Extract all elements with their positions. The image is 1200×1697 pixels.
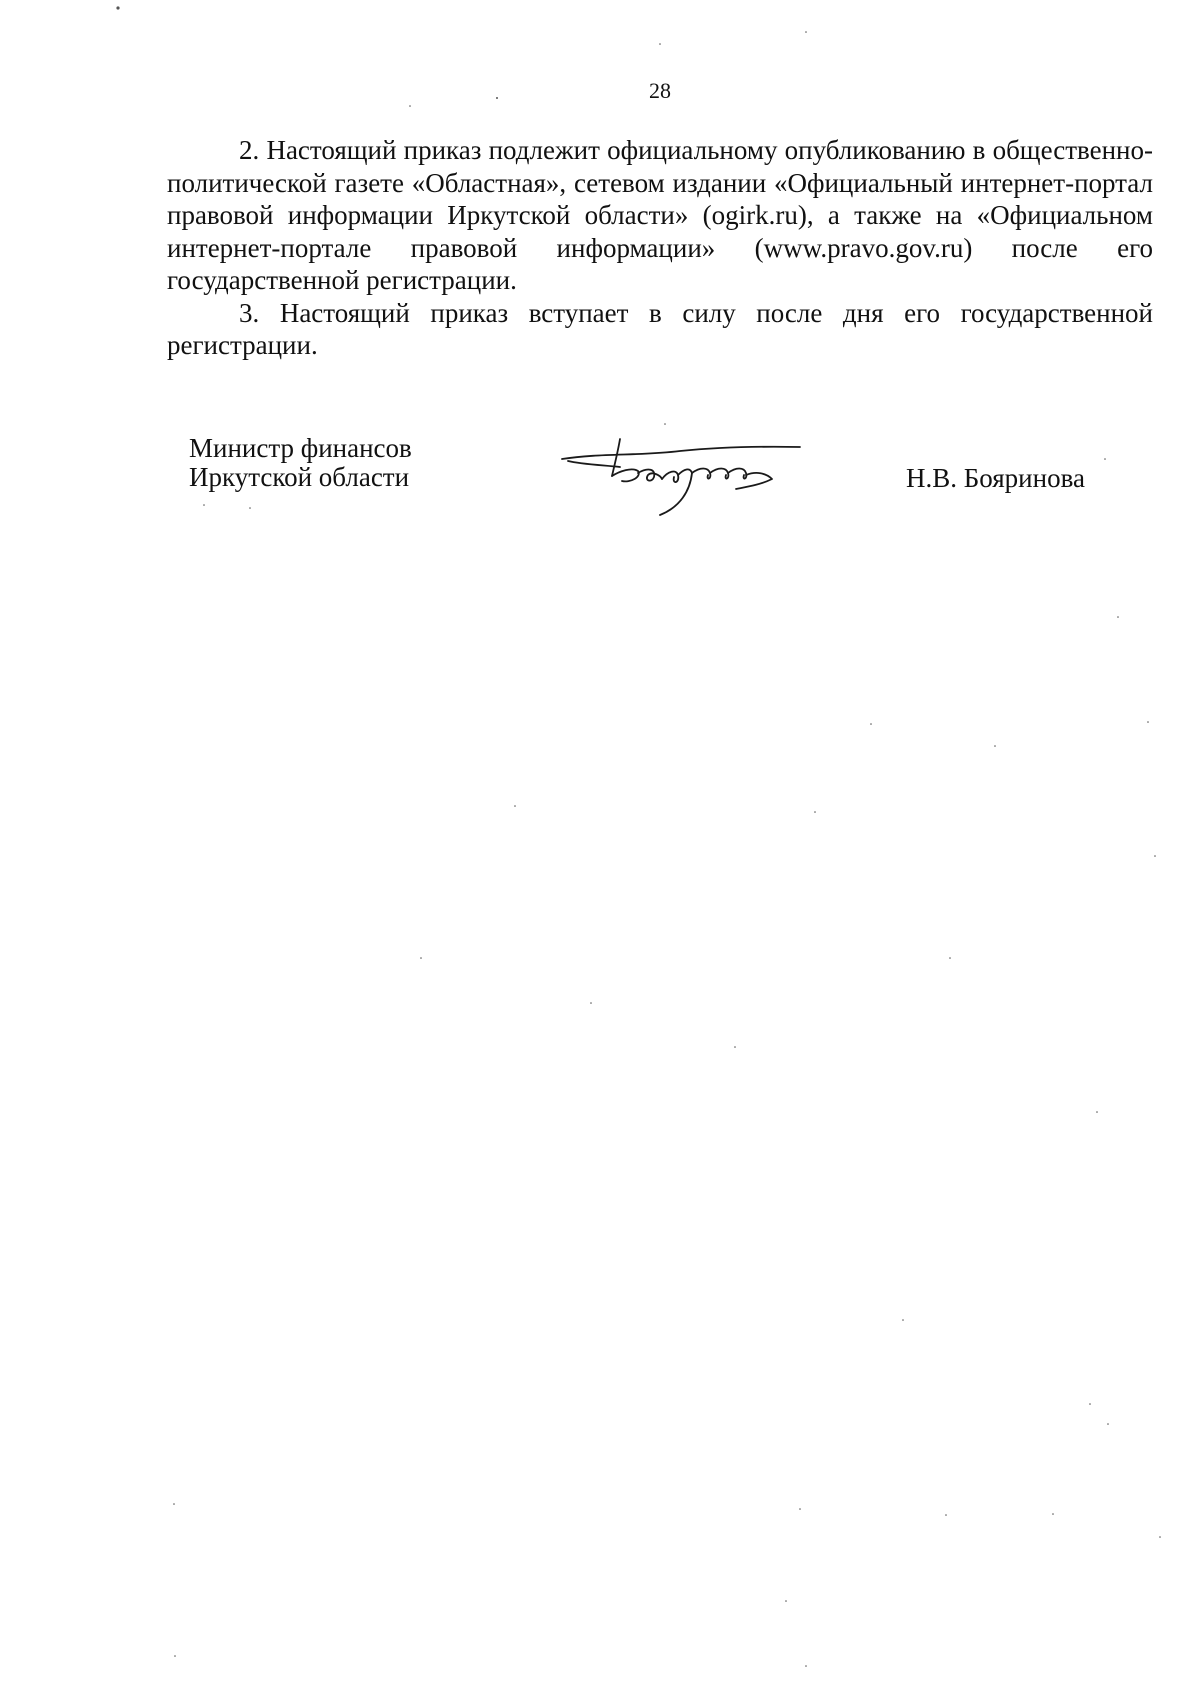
signature-block bbox=[0, 434, 1200, 544]
signer-position-line-2: Иркутской области bbox=[189, 462, 410, 492]
handwritten-signature bbox=[560, 431, 820, 521]
paragraph-publication: 2. Настоящий приказ подлежит официальному опубликованию в общественно-политической газете «Областная», сетевом издании «Официальный интернет-портал правовой информации Иркутской области» (ogirk.ru), а также на «Официальном интернет-портале правовой информации» (www.pravo.gov.ru) после его государственной регистрации. bbox=[167, 135, 1153, 295]
page-number: 28 bbox=[649, 78, 671, 103]
signer-position bbox=[189, 434, 412, 492]
document-body bbox=[167, 134, 1153, 362]
paragraph-entry-into-force: 3. Настоящий приказ вступает в силу после дня его государственной регистрации. bbox=[167, 297, 1153, 360]
signer-position-line-1: Министр финансов bbox=[189, 433, 412, 463]
signer-name: Н.В. Бояринова bbox=[906, 463, 1085, 493]
